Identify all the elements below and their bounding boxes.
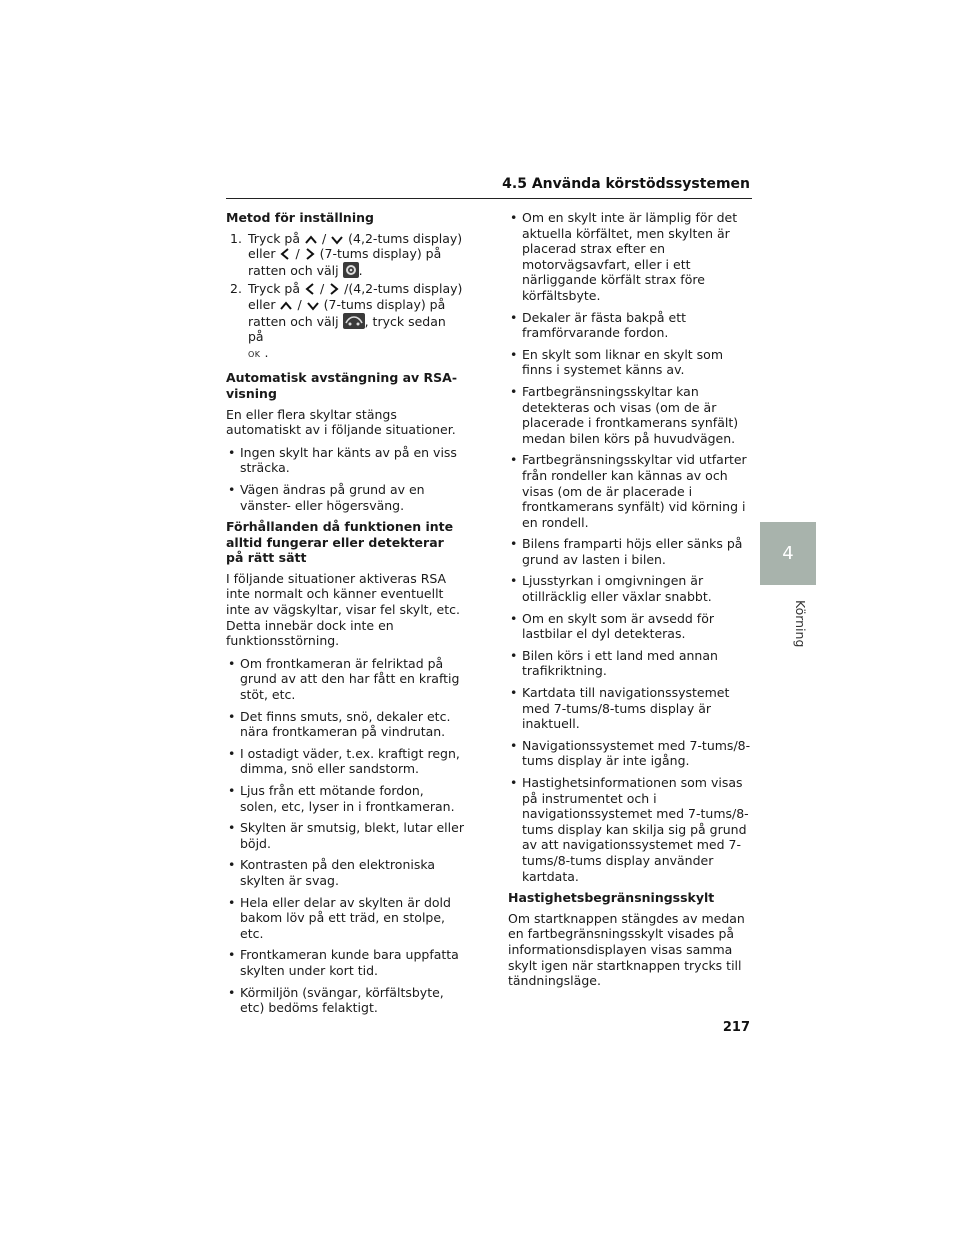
list-item: • Fartbegränsningsskyltar kan detekteras och visas (om de är placerade i frontkamerans synfält) medan bilen körs på huvudvägen. <box>508 384 752 446</box>
list-item: • Navigationssystemet med 7-tums/8-tums display är inte igång. <box>508 738 752 769</box>
list-item: • Hela eller delar av skylten är dold bakom löv på ett träd, en stolpe, etc. <box>226 895 464 942</box>
step-1: 1. Tryck på / (4,2-tums display) eller / (7-tums display) på ratten och välj . <box>230 230 463 278</box>
conditions-list-continued <box>508 210 752 884</box>
list-item: • I ostadigt väder, t.ex. kraftigt regn, dimma, snö eller sandstorm. <box>226 746 464 777</box>
list-item: • Kontrasten på den elektroniska skylten är svag. <box>226 857 464 888</box>
list-item: • Bilen körs i ett land med annan trafikriktning. <box>508 648 752 679</box>
chevron-up-icon <box>304 234 318 246</box>
chevron-down-icon <box>306 300 320 312</box>
step-number: 1. <box>230 230 242 246</box>
car-assist-icon <box>343 313 365 329</box>
step-number: 2. <box>230 281 242 297</box>
conditions-list <box>226 656 464 1016</box>
ok-button-icon: OK <box>248 349 261 359</box>
list-item: • Skylten är smutsig, blekt, lutar eller böjd. <box>226 820 464 851</box>
chapter-label: Körning <box>793 600 808 648</box>
list-item: • Bilens framparti höjs eller sänks på grund av lasten i bilen. <box>508 536 752 567</box>
chevron-up-icon <box>279 300 293 312</box>
speed-sign-heading: Hastighetsbegränsningsskylt <box>508 890 715 906</box>
auto-off-heading: Automatisk avstängning av RSA-visning <box>226 370 458 401</box>
list-item: • Frontkameran kunde bara uppfatta skylten under kort tid. <box>226 947 464 978</box>
auto-off-list <box>226 445 464 513</box>
list-item: • Ljusstyrkan i omgivningen är otillräcklig eller växlar snabbt. <box>508 573 752 604</box>
chevron-left-icon <box>279 247 291 261</box>
list-item: • Om en skylt som är avsedd för lastbilar el dyl detekteras. <box>508 611 752 642</box>
auto-off-text: En eller flera skyltar stängs automatiskt av i följande situationer. <box>226 406 456 438</box>
list-item: • Om frontkameran är felriktad på grund av att den har fått en kraftig stöt, etc. <box>226 656 464 703</box>
settings-gear-icon <box>343 262 359 278</box>
chevron-left-icon <box>304 282 316 296</box>
page-number: 217 <box>722 1020 750 1035</box>
chevron-down-icon <box>330 234 344 246</box>
header-divider <box>226 198 752 199</box>
conditions-text: I följande situationer aktiveras RSA inte normalt och känner eventuellt inte av vägskyltar, visar fel skylt, etc. Detta innebär dock inte en funktionsstörning. <box>226 570 460 649</box>
list-item: • Vägen ändras på grund av en vänster- eller högersväng. <box>226 482 464 513</box>
chevron-right-icon <box>328 282 340 296</box>
right-column <box>508 210 752 996</box>
method-heading: Metod för inställning <box>226 210 374 225</box>
chapter-tab: 4 <box>760 522 816 585</box>
list-item: • Ljus från ett mötande fordon, solen, etc, lyser in i frontkameran. <box>226 783 464 814</box>
left-column <box>226 210 464 1022</box>
conditions-heading: Förhållanden då funktionen inte alltid fungerar eller detekterar på rätt sätt <box>226 519 454 566</box>
list-item: • Dekaler är fästa bakpå ett framförvarande fordon. <box>508 310 752 341</box>
setup-steps <box>226 231 464 363</box>
list-item: • Det finns smuts, snö, dekaler etc. nära frontkameran på vindrutan. <box>226 709 464 740</box>
list-item: • Fartbegränsningsskyltar vid utfarter från rondeller kan kännas av och visas (om de är placerade i frontkamerans synfält) vid körning i en rondell. <box>508 452 752 530</box>
chevron-right-icon <box>304 247 316 261</box>
list-item: • En skylt som liknar en skylt som finns i systemet känns av. <box>508 347 752 378</box>
list-item: • Kartdata till navigationssystemet med 7-tums/8-tums display är inaktuell. <box>508 685 752 732</box>
list-item: • Om en skylt inte är lämplig för det aktuella körfältet, men skylten är placerad strax efter en motorvägsavfart, eller i ett närliggande körfält strax före körfältsbyte. <box>508 210 752 304</box>
section-header: 4.5 Använda körstödssystemen <box>502 176 750 192</box>
step-2: 2. Tryck på / /(4,2-tums display) eller / (7-tums display) på ratten och välj , tryck sedan på OK . <box>230 281 463 360</box>
list-item: • Ingen skylt har känts av på en viss sträcka. <box>226 445 464 476</box>
list-item: • Hastighetsinformationen som visas på instrumentet och i navigationssystemet med 7-tums/8-tums display kan skilja sig på grund av att navigationssystemet med 7-tums/8-tums display använder kartdata. <box>508 775 752 884</box>
list-item: • Körmiljön (svängar, körfältsbyte, etc) bedöms felaktigt. <box>226 985 464 1016</box>
speed-sign-text: Om startknappen stängdes av medan en fartbegränsningsskylt visades på informationsdisplayen visas samma skylt igen när startknappen trycks till tändningsläge. <box>508 910 745 989</box>
